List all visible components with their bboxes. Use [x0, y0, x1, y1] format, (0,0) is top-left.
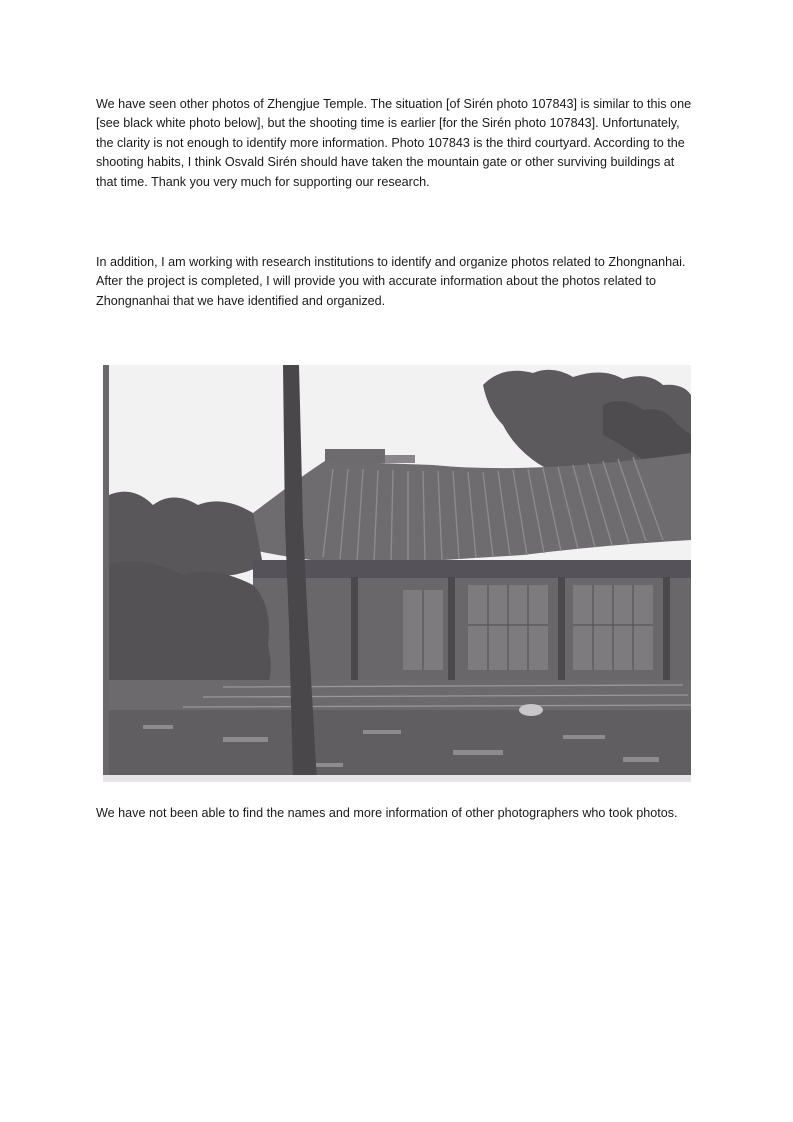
closing-paragraph: We have not been able to find the names and more information of other photographers who took photos. — [96, 806, 678, 820]
temple-photo — [103, 365, 691, 782]
addition-paragraph: In addition, I am working with research institutions to identify and organize photos related to Zhongnanhai. After the project is completed, I will provide you with accurate information about the photos related to Zhongnanhai that we have identified and organized. — [96, 255, 686, 308]
intro-paragraph: We have seen other photos of Zhengjue Temple. The situation [of Sirén photo 107843] is similar to this one [see black white photo below], but the shooting time is earlier [for the Sirén photo 107843]. Unfortunately, the clarity is not enough to identify more information. Photo 107843 is the third courtyard. According to the shooting habits, I think Osvald Sirén should have taken the mountain gate or other surviving buildings at that time. Thank you very much for supporting our research. — [96, 97, 692, 189]
